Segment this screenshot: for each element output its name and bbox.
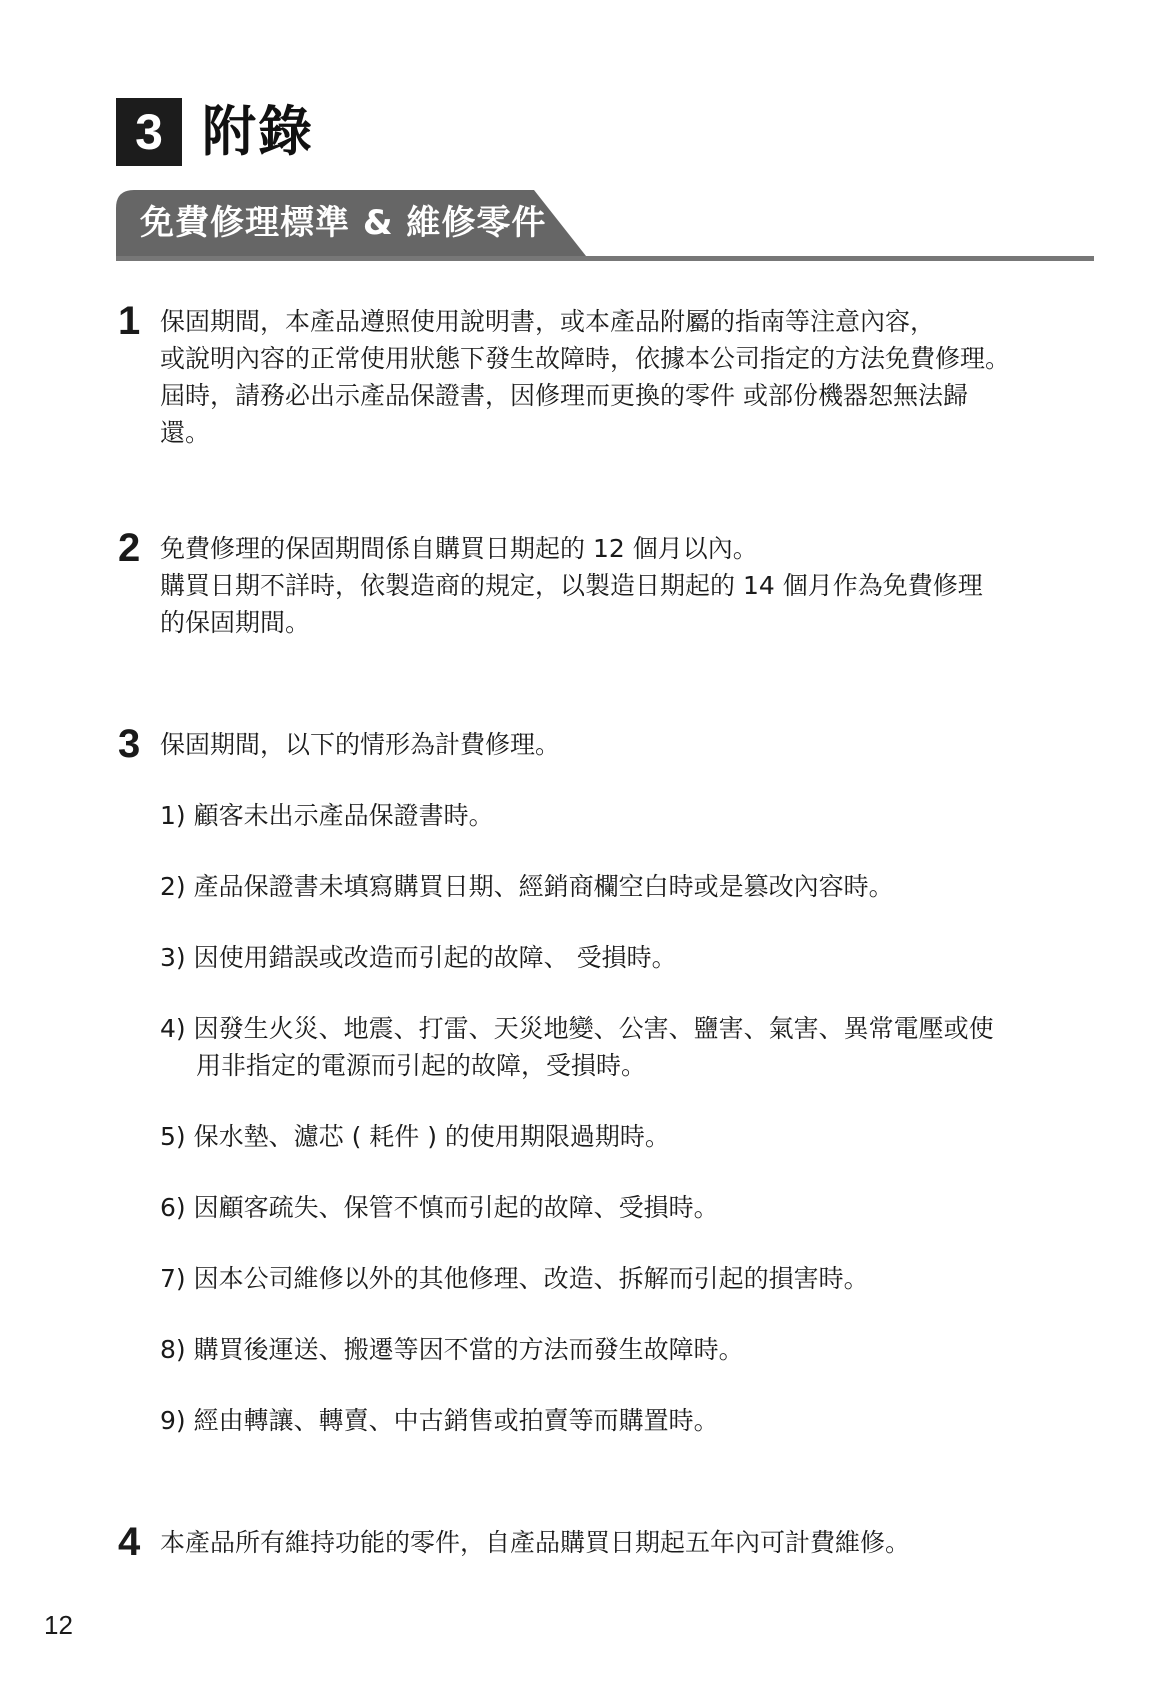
clause-number: 3 — [118, 722, 141, 766]
clause-line: 免費修理的保固期間係自購買日期起的 12 個月以內。 — [160, 534, 758, 563]
section-title: 免費修理標準 & 維修零件 — [140, 203, 547, 243]
condition-line — [160, 1260, 1100, 1297]
clause-text — [160, 1524, 1098, 1561]
condition-text: 因本公司維修以外的其他修理、改造、拆解而引起的損害時。 — [193, 1264, 869, 1293]
chapter-title: 附錄 — [202, 100, 314, 163]
condition-line: 用非指定的電源而引起的故障，受損時。 — [196, 1051, 647, 1080]
condition-7 — [160, 1260, 1100, 1297]
condition-text: 因發生火災、地震、打雷、天災地變、公害、鹽害、氣害、異常電壓或使 — [193, 1014, 994, 1043]
condition-line — [160, 1010, 1100, 1047]
condition-label: 4) — [160, 1014, 186, 1043]
clause-text — [160, 530, 1098, 641]
clause-text — [160, 303, 1098, 451]
clause-number: 1 — [118, 299, 141, 343]
condition-text: 購買後運送、搬遷等因不當的方法而發生故障時。 — [193, 1335, 744, 1364]
clause-line: 保固期間，以下的情形為計費修理。 — [160, 730, 561, 759]
condition-label: 2) — [160, 872, 186, 901]
condition-2 — [160, 868, 1100, 905]
condition-6 — [160, 1189, 1100, 1226]
clause-line: 的保固期間。 — [160, 608, 311, 637]
clause-line: 本產品所有維持功能的零件，自產品購買日期起五年內可計費維修。 — [160, 1528, 911, 1557]
condition-label: 9) — [160, 1406, 186, 1435]
clause-1 — [118, 299, 1098, 451]
condition-label: 3) — [160, 943, 186, 972]
condition-line — [160, 1331, 1100, 1368]
condition-label: 1) — [160, 801, 186, 830]
section-banner — [116, 190, 1094, 264]
condition-line — [160, 868, 1100, 905]
condition-line — [160, 797, 1100, 834]
clause-number: 4 — [118, 1520, 141, 1564]
clause-line: 購買日期不詳時，依製造商的規定，以製造日期起的 14 個月作為免費修理 — [160, 571, 983, 600]
condition-text: 顧客未出示產品保證書時。 — [193, 801, 494, 830]
clause-text — [160, 726, 1098, 763]
condition-label: 8) — [160, 1335, 186, 1364]
clause-2 — [118, 526, 1098, 641]
chapter-number: 3 — [116, 98, 182, 166]
condition-line — [160, 1118, 1100, 1155]
condition-9 — [160, 1402, 1100, 1439]
condition-text: 產品保證書未填寫購買日期、經銷商欄空白時或是篡改內容時。 — [193, 872, 894, 901]
clause-line: 屆時，請務必出示產品保證書，因修理而更換的零件 或部份機器恕無法歸 — [160, 381, 968, 410]
condition-text: 因顧客疏失、保管不慎而引起的故障、受損時。 — [193, 1193, 719, 1222]
condition-4 — [160, 1010, 1100, 1084]
clause-4 — [118, 1520, 1098, 1564]
clause-line: 還。 — [160, 418, 211, 447]
clause-number: 2 — [118, 526, 141, 570]
condition-label: 5) — [160, 1122, 186, 1151]
condition-text: 保水墊、濾芯 ( 耗件 ) 的使用期限過期時。 — [193, 1122, 670, 1151]
clause-line: 或說明內容的正常使用狀態下發生故障時，依據本公司指定的方法免費修理。 — [160, 344, 1011, 373]
condition-text: 經由轉讓、轉賣、中古銷售或拍賣等而購置時。 — [193, 1406, 719, 1435]
condition-3 — [160, 939, 1100, 976]
condition-8 — [160, 1331, 1100, 1368]
condition-line — [160, 939, 1100, 976]
condition-text: 因使用錯誤或改造而引起的故障、 受損時。 — [193, 943, 677, 972]
clause-line: 保固期間，本產品遵照使用說明書，或本產品附屬的指南等注意內容， — [160, 307, 936, 336]
condition-label: 6) — [160, 1193, 186, 1222]
page-number: 12 — [44, 1610, 73, 1640]
condition-1 — [160, 797, 1100, 834]
condition-5 — [160, 1118, 1100, 1155]
condition-line — [160, 1402, 1100, 1439]
chapter-heading — [116, 98, 314, 166]
condition-line — [160, 1189, 1100, 1226]
clause-3 — [118, 722, 1098, 766]
condition-label: 7) — [160, 1264, 186, 1293]
